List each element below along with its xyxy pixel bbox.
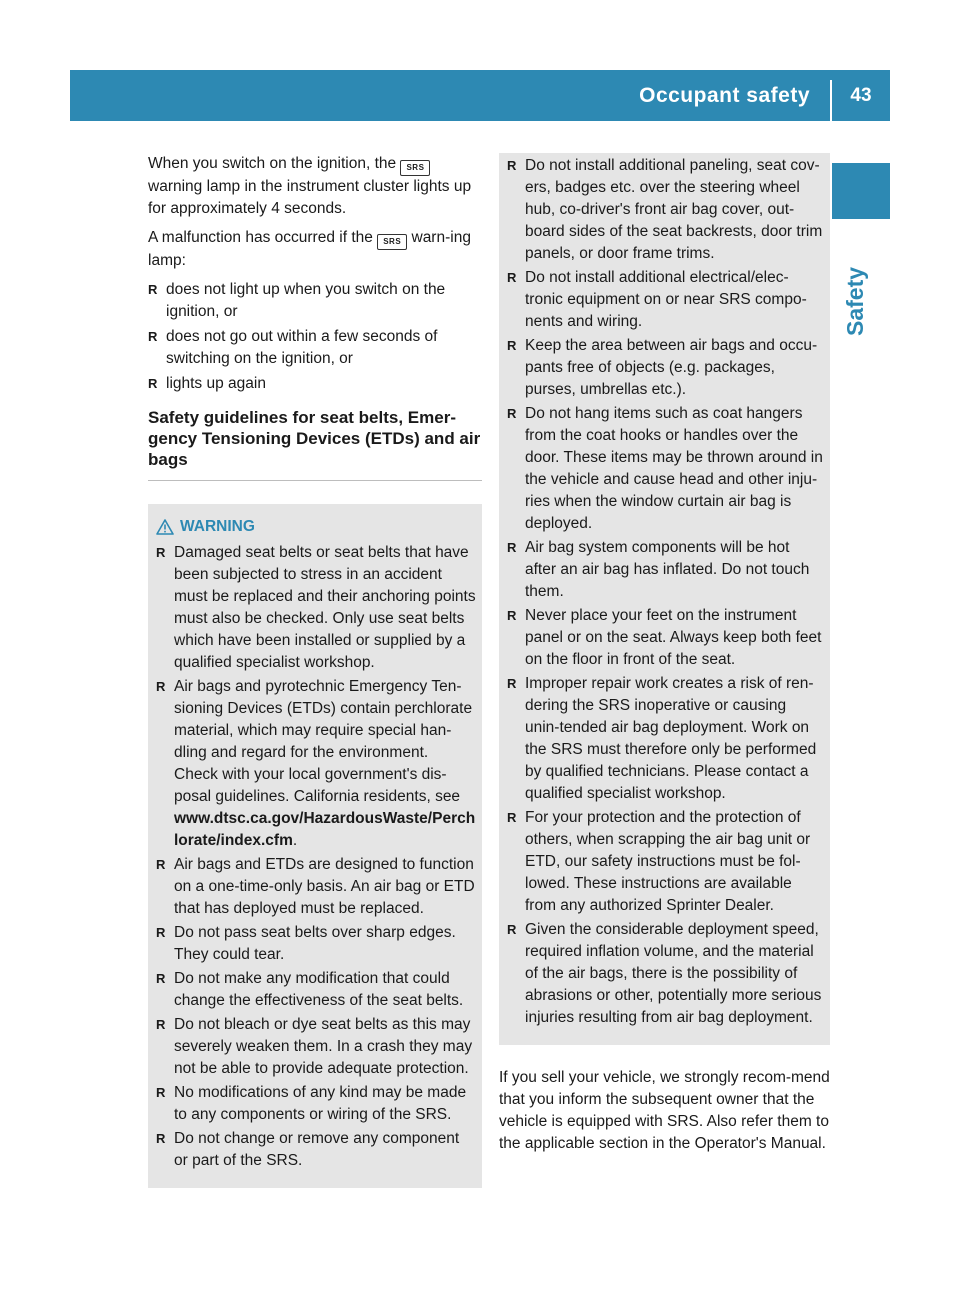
list-item: R Keep the area between air bags and occu-pants free of objects (e.g. packages, purses, umbrellas etc.). [507,335,824,401]
intro-text: warning lamp in the instrument cluster lights up for approximately 4 seconds. [148,178,472,217]
intro-text: A malfunction has occurred if the [148,229,378,246]
page-number: 43 [850,85,872,106]
intro-paragraph-1 [148,153,482,220]
left-column [148,153,482,1188]
warning-list-continued [507,155,824,1029]
list-item: R Do not install additional paneling, seat cov-ers, badges etc. over the steering wheel hub, co-driver's front air bag cover, out-board sides of the seat backrests, door trim panels, or door frame trims. [507,155,824,265]
list-item: R Do not hang items such as coat hangers from the coat hooks or handles over the door. These items may be thrown around in the vehicle and cause head and other inju-ries when the window curtain air bag is deployed. [507,403,824,535]
section-heading: Safety guidelines for seat belts, Emer-gency Tensioning Devices (ETDs) and air bags [148,407,482,481]
side-tab-label: Safety [842,266,868,336]
warning-list [156,542,476,1172]
warning-box-continued [499,153,830,1045]
intro-text: warn-ing lamp: [148,229,471,269]
list-item: R Do not pass seat belts over sharp edges. They could tear. [156,922,476,966]
warning-header [156,516,476,538]
list-item-text: Air bags and pyrotechnic Emergency Ten-sioning Devices (ETDs) contain perchlorate material, which may require special han-dling and regard for the environment. Check with your local government's dis-posal guidelines. California residents, see [174,678,473,805]
list-item: R Do not bleach or dye seat belts as this may severely weaken them. In a crash they may not be able to provide adequate protection. [156,1014,476,1080]
list-item: R No modifications of any kind may be made to any components or wiring of the SRS. [156,1082,476,1126]
page-header [70,70,890,121]
hazardous-waste-url: www.dtsc.ca.gov/HazardousWaste/Perchlorate/index.cfm [174,810,476,849]
list-item: R Air bags and ETDs are designed to function on a one-time-only basis. An air bag or ETD that has deployed must be replaced. [156,854,476,920]
side-tab-marker [832,163,890,219]
list-item: R does not go out within a few seconds of switching on the ignition, or [148,326,482,370]
warning-triangle-icon [156,519,174,535]
malfunction-list [148,279,482,395]
list-item: R does not light up when you switch on the ignition, or [148,279,482,323]
list-item: R Air bag system components will be hot after an air bag has inflated. Do not touch them. [507,537,824,603]
list-item: R lights up again [148,373,482,395]
intro-text: When you switch on the ignition, the [148,155,401,172]
list-item: R Given the considerable deployment speed, required inflation volume, and the material of the air bags, there is the possibility of abrasions or other, potentially more serious injuries resulting from air bag deployment. [507,919,824,1029]
warning-label: WARNING [180,518,255,535]
right-column [499,153,830,1162]
list-item: R Damaged seat belts or seat belts that have been subjected to stress in an accident must be replaced and their anchoring points must also be checked. Only use seat belts which have been installed or supplied by a qualified specialist workshop. [156,542,476,674]
list-item: R Never place your feet on the instrument panel or on the seat. Always keep both feet on the floor in front of the seat. [507,605,824,671]
srs-warning-lamp-icon: SRS [377,234,407,250]
list-item: R Improper repair work creates a risk of ren-dering the SRS inoperative or causing unin-tended air bag deployment. Work on the SRS must therefore only be performed by qualified technicians. Please contact a qualified specialist workshop. [507,673,824,805]
list-item: R Do not change or remove any component or part of the SRS. [156,1128,476,1172]
intro-paragraph-2 [148,227,482,272]
warning-box [148,504,482,1188]
list-item [156,676,476,852]
list-item: R For your protection and the protection of others, when scrapping the air bag unit or ETD, our safety instructions must be fol-lowed. These instructions are available from any authorized Sprinter Dealer. [507,807,824,917]
list-item-text: . [292,832,298,849]
srs-warning-lamp-icon: SRS [400,160,430,176]
closing-paragraph: If you sell your vehicle, we strongly recom-mend that you inform the subsequent owner that the vehicle is equipped with SRS. Also refer them to the applicable section in the Operator's Manual. [499,1069,830,1152]
list-item: R Do not install additional electrical/elec-tronic equipment on or near SRS compo-nents and wiring. [507,267,824,333]
chapter-title: Occupant safety [639,84,810,107]
list-item: R Do not make any modification that could change the effectiveness of the seat belts. [156,968,476,1012]
